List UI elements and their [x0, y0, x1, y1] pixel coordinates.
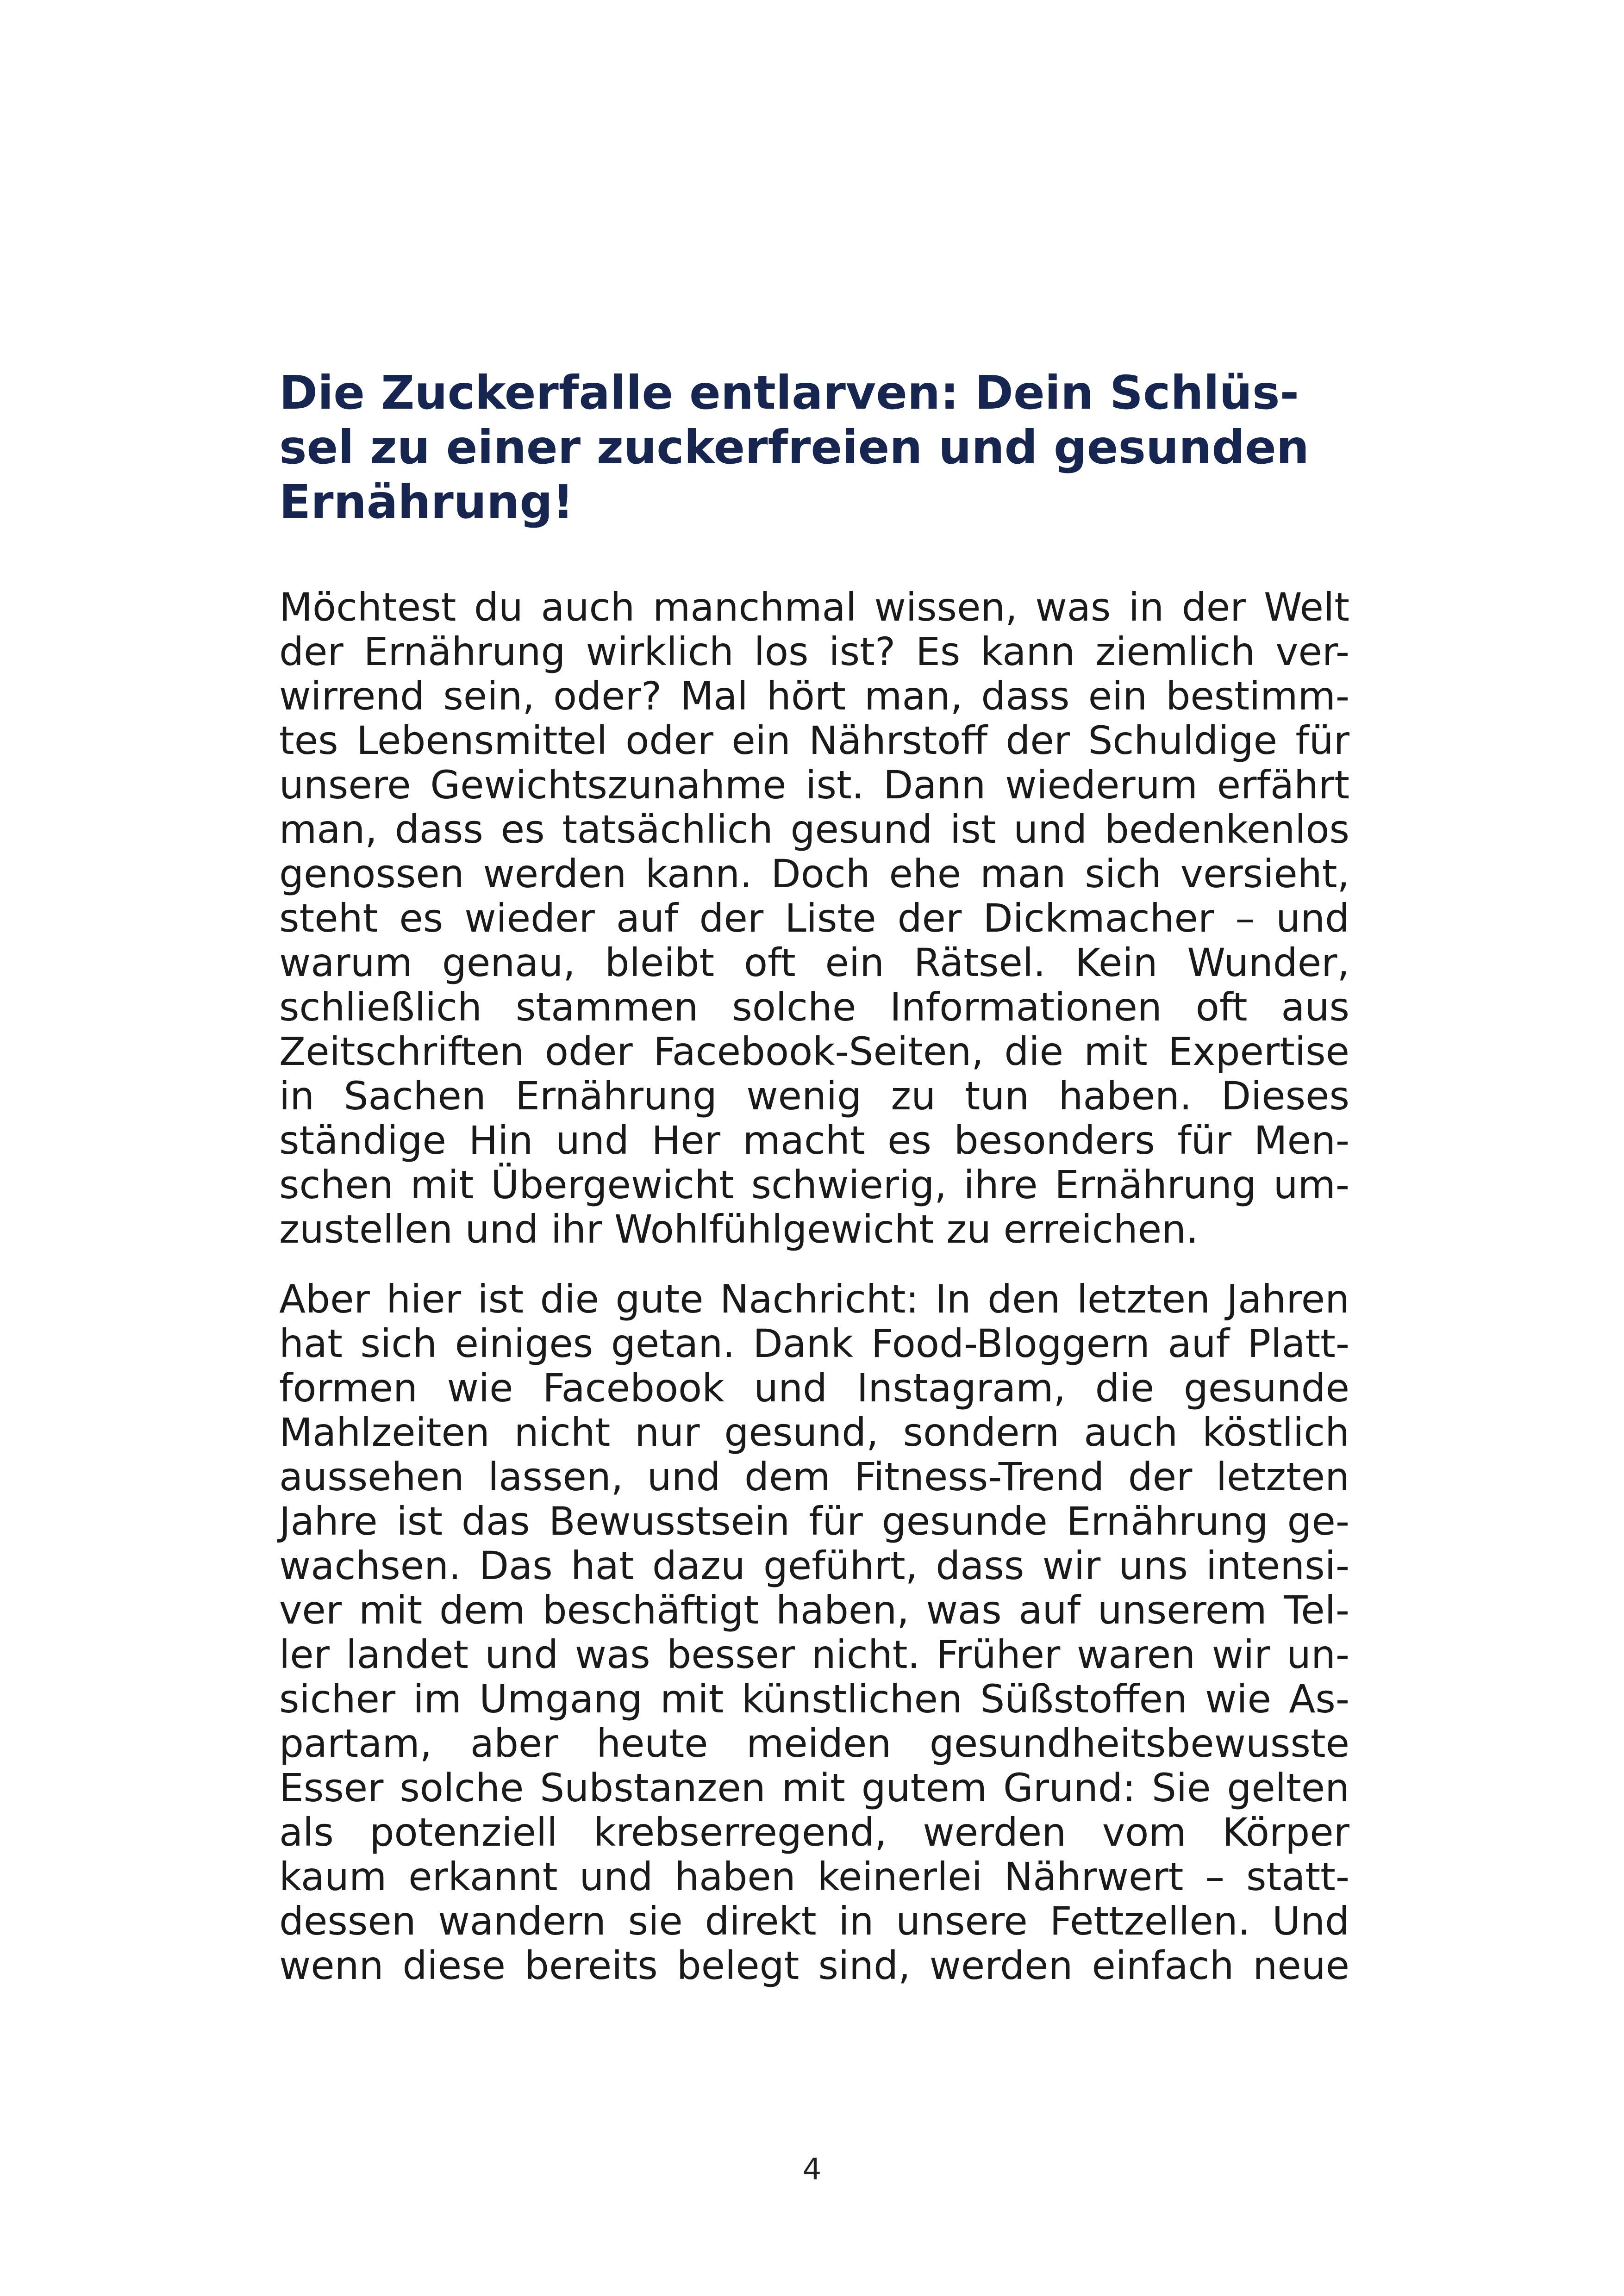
text-line: Zeitschriften oder Facebook-Seiten, die mit Expertise — [279, 1029, 1349, 1074]
text-line: tes Lebensmittel oder ein Nährstoff der Schuldige für — [279, 718, 1349, 763]
heading-line: sel zu einer zuckerfreien und gesunden — [279, 420, 1309, 474]
text-line: wirrend sein, oder? Mal hört man, dass ein bestimm- — [279, 673, 1349, 719]
text-line: Aber hier ist die gute Nachricht: In den letzten Jahren — [279, 1276, 1349, 1322]
text-line: genossen werden kann. Doch ehe man sich versieht, — [279, 851, 1349, 896]
text-line: sicher im Umgang mit künstlichen Süßstoffen wie As- — [279, 1676, 1349, 1722]
text-line: zustellen und ihr Wohlfühlgewicht zu erreichen. — [279, 1207, 1199, 1252]
text-line: schließlich stammen solche Informationen oft aus — [279, 984, 1349, 1030]
text-line: steht es wieder auf der Liste der Dickmacher – und — [279, 896, 1349, 941]
text-line: hat sich einiges getan. Dank Food-Bloggern auf Platt- — [279, 1321, 1349, 1366]
text-line: der Ernährung wirklich los ist? Es kann ziemlich ver- — [279, 629, 1349, 674]
page-number: 4 — [802, 2153, 822, 2187]
text-line: schen mit Übergewicht schwierig, ihre Ernährung um- — [279, 1162, 1349, 1207]
text-line: Möchtest du auch manchmal wissen, was in der Welt — [279, 585, 1349, 630]
text-line: als potenziell krebserregend, werden vom Körper — [279, 1810, 1349, 1855]
text-line: ler landet und was besser nicht. Früher waren wir un- — [279, 1632, 1349, 1677]
text-line: partam, aber heute meiden gesundheitsbewusste — [279, 1721, 1349, 1766]
text-line: wenn diese bereits belegt sind, werden einfach neue — [279, 1943, 1349, 1988]
paragraph-1 — [279, 585, 1349, 1251]
body-text — [279, 585, 1349, 1988]
text-line: formen wie Facebook und Instagram, die gesunde — [279, 1365, 1349, 1411]
page-content — [279, 366, 1349, 1988]
text-line: Esser solche Substanzen mit gutem Grund: Sie gelten — [279, 1765, 1349, 1811]
text-line: kaum erkannt und haben keinerlei Nährwert – statt- — [279, 1854, 1349, 1899]
text-line: man, dass es tatsächlich gesund ist und bedenkenlos — [279, 807, 1349, 852]
heading-line: Ernährung! — [279, 475, 574, 529]
text-line: in Sachen Ernährung wenig zu tun haben. Dieses — [279, 1073, 1349, 1119]
paragraph-2 — [279, 1277, 1349, 1988]
text-line: Mahlzeiten nicht nur gesund, sondern auch köstlich — [279, 1410, 1349, 1455]
text-line: Jahre ist das Bewusstsein für gesunde Ernährung ge- — [279, 1499, 1349, 1544]
text-line: wachsen. Das hat dazu geführt, dass wir uns intensi- — [279, 1543, 1349, 1588]
text-line: unsere Gewichtszunahme ist. Dann wiederum erfährt — [279, 762, 1349, 808]
text-line: ver mit dem beschäftigt haben, was auf unserem Tel- — [279, 1587, 1349, 1633]
text-line: dessen wandern sie direkt in unsere Fettzellen. Und — [279, 1898, 1349, 1944]
text-line: aussehen lassen, und dem Fitness-Trend der letzten — [279, 1454, 1349, 1500]
text-line: warum genau, bleibt oft ein Rätsel. Kein Wunder, — [279, 940, 1349, 985]
heading-line: Die Zuckerfalle entlarven: Dein Schlüs- — [279, 366, 1299, 420]
text-line: ständige Hin und Her macht es besonders für Men- — [279, 1118, 1349, 1163]
chapter-heading — [279, 366, 1349, 529]
